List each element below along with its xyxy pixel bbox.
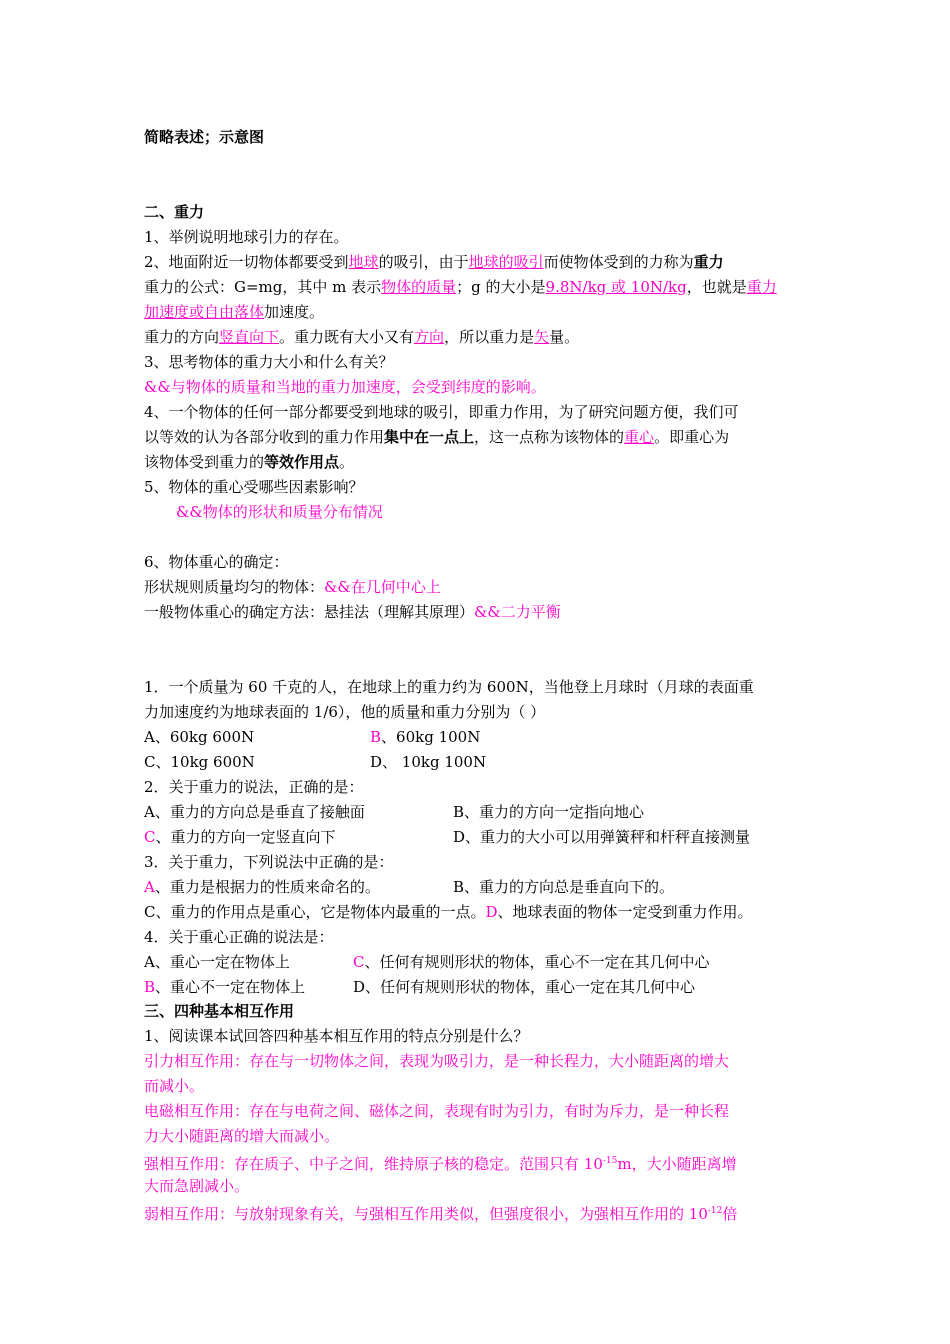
exercise2-option-d: D、重力的大小可以用弹簧秤和杆秤直接测量 [453,828,751,846]
text: 量。 [549,328,580,346]
superscript: -12 [707,1206,723,1216]
answer-letter: B [370,728,382,746]
section2-q3: 3、思考物体的重力大小和什么有关？ [144,353,394,371]
text: 弱相互作用：与放射现象有关，与强相互作用类似，但强度很小，为强相互作用的 10 [144,1205,708,1223]
exercise4-option-b [144,977,305,997]
gravity-formula-cont [144,302,324,322]
section2-q6-general [144,602,561,622]
gravity-direction [144,327,579,347]
exercise2-option-c [144,827,336,847]
text: 重力的公式：G=mg，其中 m 表示 [144,278,382,296]
exercise1-line1: 1．一个质量为 60 千克的人，在地球上的重力约为 600N，当他登上月球时（月球的表面重 [144,678,754,696]
answer-blank: 重心 [624,428,655,446]
answer-blank: 方向 [414,328,445,346]
exercise3: 3．关于重力，下列说法中正确的是： [144,853,394,871]
text: 、重心不一定在物体上 [155,978,306,996]
section2-a5: &&物体的形状和质量分布情况 [176,503,383,521]
bold-term: 重力 [693,253,724,271]
text: 该物体受到重力的 [144,453,265,471]
answer-blank: 竖直向下 [219,328,280,346]
exercise1-line2: 力加速度约为地球表面的 1/6），他的质量和重力分别为（ ） [144,703,546,721]
text: 。 [339,453,355,471]
answer: &&二力平衡 [474,603,561,621]
text: 一般物体重心的确定方法：悬挂法（理解其原理） [144,603,475,621]
answer: &&在几何中心上 [324,578,441,596]
text: 。重力既有大小又有 [279,328,415,346]
gravitational-interaction-line1: 引力相互作用：存在与一切物体之间，表现为吸引力，是一种长程力，大小随距离的增大 [144,1052,730,1070]
answer-letter: C [353,953,365,971]
section2-q1: 1、举例说明地球引力的存在。 [144,228,349,246]
exercise3-option-a [144,877,380,897]
exercise2: 2．关于重力的说法，正确的是： [144,778,364,796]
text: 、任何有规则形状的物体，重心不一定在其几何中心 [364,953,710,971]
exercise4-option-c [353,952,710,972]
text: ；g 的大小是 [456,278,546,296]
exercise4-option-d: D、任何有规则形状的物体，重心一定在其几何中心 [353,978,696,996]
section2-q5: 5、物体的重心受哪些因素影响？ [144,478,364,496]
text: 、重力是根据力的性质来命名的。 [154,878,380,896]
exercise1-option-c: C、10kg 600N [144,753,255,771]
exercise1-option-d: D、 10kg 100N [370,753,487,771]
text: 倍 [722,1205,738,1223]
electromagnetic-interaction-line1: 电磁相互作用：存在与电荷之间、磁体之间，表现有时为引力，有时为斥力，是一种长程 [144,1102,730,1120]
answer-blank: 地球的吸引 [468,253,544,271]
text: 而使物体受到的力称为 [543,253,694,271]
exercise1-option-b [370,727,480,747]
exercise1-option-a: A、60kg 600N [144,728,255,746]
strong-interaction-line2: 大而急剧减小。 [144,1177,250,1195]
answer-blank: 矢 [534,328,550,346]
section2-q4-line2 [144,427,729,447]
text: 。即重心为 [654,428,730,446]
gravitational-interaction-line2: 而减小。 [144,1077,205,1095]
answer-letter: A [144,878,155,896]
section3-title: 三、四种基本相互作用 [144,1002,295,1020]
answer-letter: C [144,828,156,846]
text: ，也就是 [686,278,747,296]
text: 强相互作用：存在质子、中子之间，维持原子核的稳定。范围只有 10 [144,1155,603,1173]
top-heading: 简略表述；示意图 [144,128,265,146]
superscript: -15 [602,1156,618,1166]
bold-term: 等效作用点 [264,453,340,471]
text: 加速度。 [264,303,325,321]
text: 形状规则质量均匀的物体： [144,578,325,596]
answer-blank: 9.8N/kg 或 10N/kg [545,278,687,296]
section2-a3: &&与物体的质量和当地的重力加速度，会受到纬度的影响。 [144,378,546,396]
answer-blank: 物体的质量 [381,278,457,296]
electromagnetic-interaction-line2: 力大小随距离的增大而减小。 [144,1127,340,1145]
text: ，这一点称为该物体的 [474,428,625,446]
exercise2-option-a: A、重力的方向总是垂直了接触面 [144,803,365,821]
section2-q6: 6、物体重心的确定： [144,553,289,571]
exercise2-option-b: B、重力的方向一定指向地心 [453,803,645,821]
exercise3-options-cd [144,902,753,922]
text: 、60kg 100N [381,728,481,746]
exercise4-option-a: A、重心一定在物体上 [144,953,290,971]
text: 以等效的认为各部分收到的重力作用 [144,428,385,446]
section2-q4-line1: 4、一个物体的任何一部分都要受到地球的吸引，即重力作用，为了研究问题方便，我们可 [144,403,739,421]
section2-title: 二、重力 [144,203,205,221]
bold-term: 集中在一点上 [384,428,475,446]
strong-interaction-line1 [144,1151,737,1174]
answer-letter: B [144,978,156,996]
text: 的吸引，由于 [378,253,469,271]
text: 2、地面附近一切物体都要受到 [144,253,349,271]
section3-q1: 1、阅读课本试回答四种基本相互作用的特点分别是什么？ [144,1027,529,1045]
exercise3-option-b: B、重力的方向总是垂直向下的。 [453,878,675,896]
section2-q6-regular [144,577,441,597]
text: C、重力的作用点是重心，它是物体内最重的一点。 [144,903,486,921]
text: m，大小随距离增 [617,1155,737,1173]
text: 、地球表面的物体一定受到重力作用。 [497,903,753,921]
answer-blank: 地球 [348,253,379,271]
section2-q2 [144,252,724,272]
gravity-formula [144,277,777,297]
text: 重力的方向 [144,328,220,346]
answer-letter: D [485,903,498,921]
text: 、重力的方向一定竖直向下 [155,828,336,846]
answer-blank: 加速度或自由落体 [144,303,265,321]
exercise4: 4．关于重心正确的说法是： [144,928,334,946]
weak-interaction-line1 [144,1201,737,1224]
text: ，所以重力是 [444,328,535,346]
answer-blank: 重力 [746,278,777,296]
section2-q4-line3 [144,452,354,472]
